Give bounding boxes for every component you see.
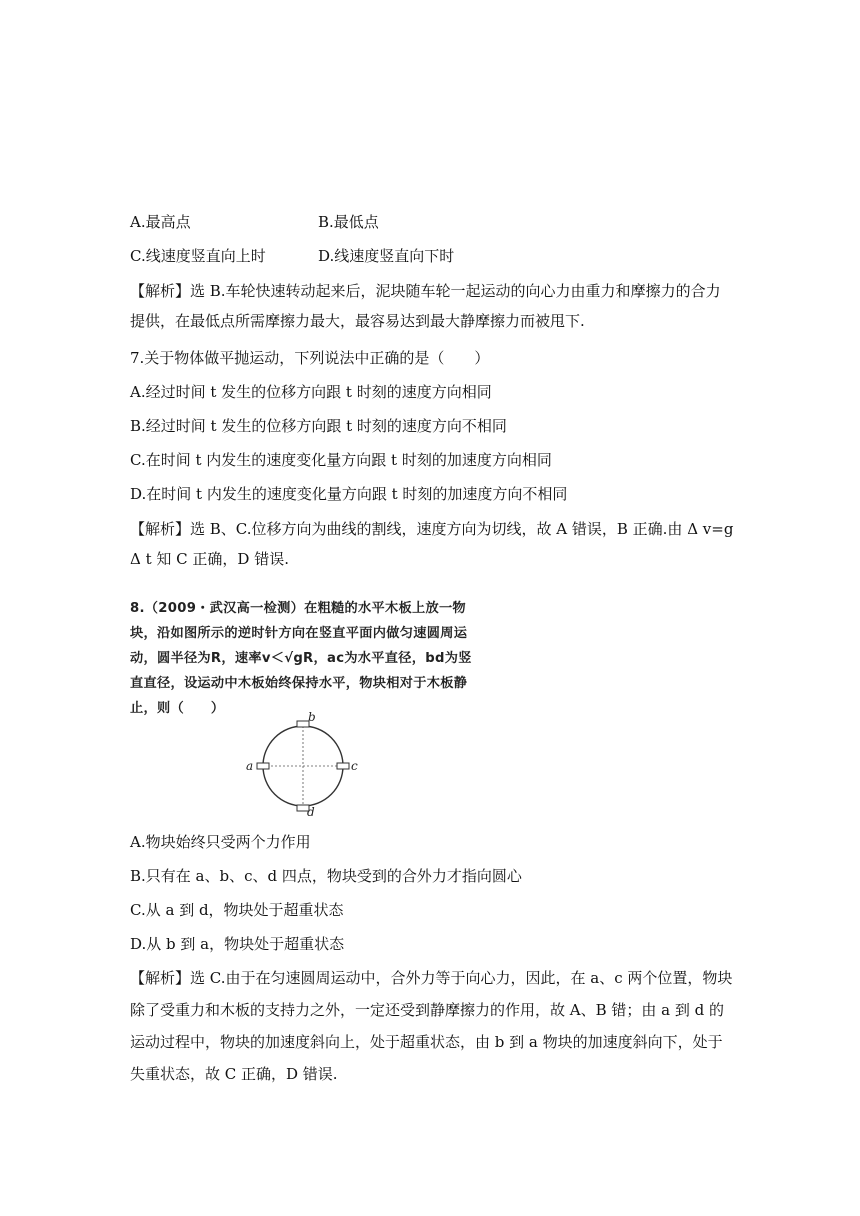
q7-analysis: 【解析】选 B、C.位移方向为曲线的割线，速度方向为切线，故 A 错误，B 正确.由 Δ v=g Δ t 知 C 正确，D 错误. xyxy=(130,520,734,568)
q7-option-b: B.经过时间 t 发生的位移方向跟 t 时刻的速度方向不相同 xyxy=(130,417,507,435)
label-c: c xyxy=(351,759,358,773)
label-d: d xyxy=(307,805,315,816)
circle-diagram xyxy=(245,712,365,816)
q8-option-d: D.从 b 到 a，物块处于超重状态 xyxy=(130,935,345,953)
q7-option-d: D.在时间 t 内发生的速度变化量方向跟 t 时刻的加速度方向不相同 xyxy=(130,485,568,503)
q8-option-b: B.只有在 a、b、c、d 四点，物块受到的合外力才指向圆心 xyxy=(130,867,522,885)
q8-option-c: C.从 a 到 d，物块处于超重状态 xyxy=(130,901,344,919)
q8-analysis: 【解析】选 C.由于在匀速圆周运动中，合外力等于向心力，因此，在 a、c 两个位置，物块除了受重力和木板的支持力之外，一定还受到静摩擦力的作用，故 A、B 错；由 a 到 d 的运动过程中，物块的加速度斜向上，处于超重状态，由 b 到 a 物块的加速度斜向下，处于失重状态，故 C 正确，D 错误. xyxy=(130,969,733,1083)
q7-option-c: C.在时间 t 内发生的速度变化量方向跟 t 时刻的加速度方向相同 xyxy=(130,451,552,469)
q8-option-a: A.物块始终只受两个力作用 xyxy=(130,833,311,851)
label-b: b xyxy=(308,712,316,724)
q6-option-d: D.线速度竖直向下时 xyxy=(318,247,455,265)
q6-option-b: B.最低点 xyxy=(318,213,379,231)
q6-option-c: C.线速度竖直向上时 xyxy=(130,247,266,265)
label-a: a xyxy=(246,759,254,773)
q8-stem: 8.（2009・武汉高一检测）在粗糙的水平木板上放一物块，沿如图所示的逆时针方向在竖直平面内做匀速圆周运动，圆半径为R，速率v＜√gR，ac为水平直径，bd为竖直直径，设运动中木板始终保持水平，物块相对于木板静止，则（ ） xyxy=(130,601,472,716)
q7-option-a: A.经过时间 t 发生的位移方向跟 t 时刻的速度方向相同 xyxy=(130,383,492,401)
q6-option-a: A.最高点 xyxy=(130,213,191,231)
q7-stem: 7.关于物体做平抛运动，下列说法中正确的是（ ） xyxy=(130,349,490,367)
q6-analysis: 【解析】选 B.车轮快速转动起来后，泥块随车轮一起运动的向心力由重力和摩擦力的合力提供，在最低点所需摩擦力最大，最容易达到最大静摩擦力而被甩下. xyxy=(130,282,721,330)
